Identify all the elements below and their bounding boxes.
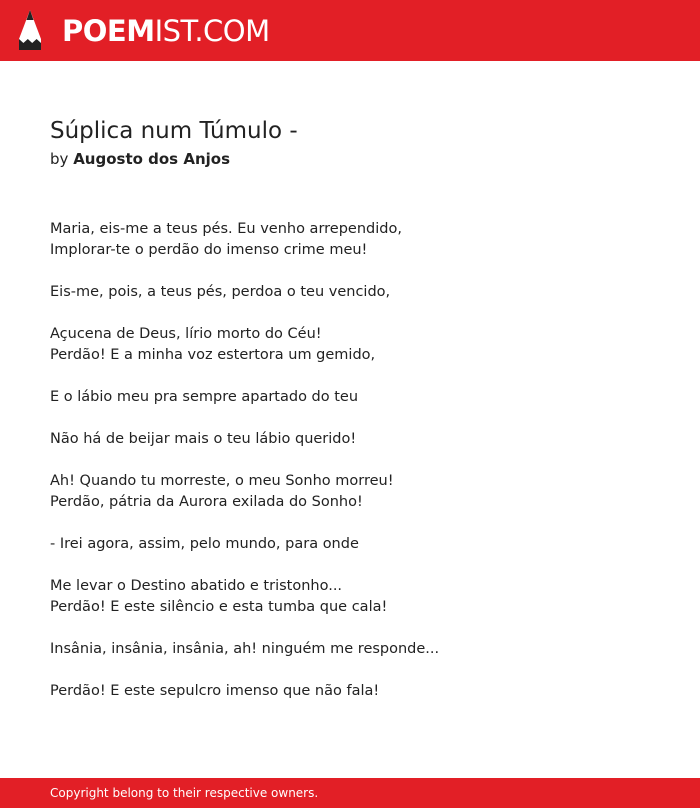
- poem-line: Perdão! E este silêncio e esta tumba que cala!: [50, 599, 388, 615]
- poem-line: Não há de beijar mais o teu lábio querido!: [50, 431, 357, 447]
- poem-stanza: [50, 471, 650, 513]
- site-logo[interactable]: [62, 13, 270, 49]
- poem-line: Insânia, insânia, insânia, ah! ninguém me responde...: [50, 641, 440, 657]
- poem-line: E o lábio meu pra sempre apartado do teu: [50, 389, 359, 405]
- poem-line: Açucena de Deus, lírio morto do Céu!: [50, 326, 322, 342]
- poem-body: [50, 219, 650, 702]
- poem-byline: [50, 149, 230, 169]
- poem-stanza: [50, 429, 650, 450]
- poem-line: Perdão! E a minha voz estertora um gemido,: [50, 347, 376, 363]
- poem-line: Ah! Quando tu morreste, o meu Sonho morreu!: [50, 473, 394, 489]
- poem-line: - Irei agora, assim, pelo mundo, para onde: [50, 536, 359, 552]
- poem-stanza: [50, 576, 650, 618]
- poem-line: Eis-me, pois, a teus pés, perdoa o teu vencido,: [50, 284, 391, 300]
- poem-stanza: [50, 219, 650, 261]
- by-prefix: by: [50, 150, 69, 168]
- poem-stanza: [50, 324, 650, 366]
- poem-line: Maria, eis-me a teus pés. Eu venho arrependido,: [50, 221, 402, 237]
- poem-author: Augosto dos Anjos: [73, 150, 230, 168]
- poem-stanza: [50, 681, 650, 702]
- poem-stanza: [50, 534, 650, 555]
- pencil-icon[interactable]: [18, 9, 42, 51]
- copyright-notice: Copyright belong to their respective owners.: [50, 786, 319, 800]
- poem-line: Perdão, pátria da Aurora exilada do Sonho!: [50, 494, 363, 510]
- poem-title: Súplica num Túmulo -: [50, 118, 298, 144]
- poem-stanza: [50, 282, 650, 303]
- poem-line: Me levar o Destino abatido e tristonho...: [50, 578, 343, 594]
- logo-bold-text: POEM: [62, 14, 155, 48]
- site-header: [0, 0, 700, 61]
- poem-stanza: [50, 387, 650, 408]
- poem-line: Implorar-te o perdão do imenso crime meu!: [50, 242, 368, 258]
- poem-stanza: [50, 639, 650, 660]
- site-footer: [0, 778, 700, 808]
- logo-light-text: IST.COM: [154, 14, 270, 48]
- poem-line: Perdão! E este sepulcro imenso que não fala!: [50, 683, 380, 699]
